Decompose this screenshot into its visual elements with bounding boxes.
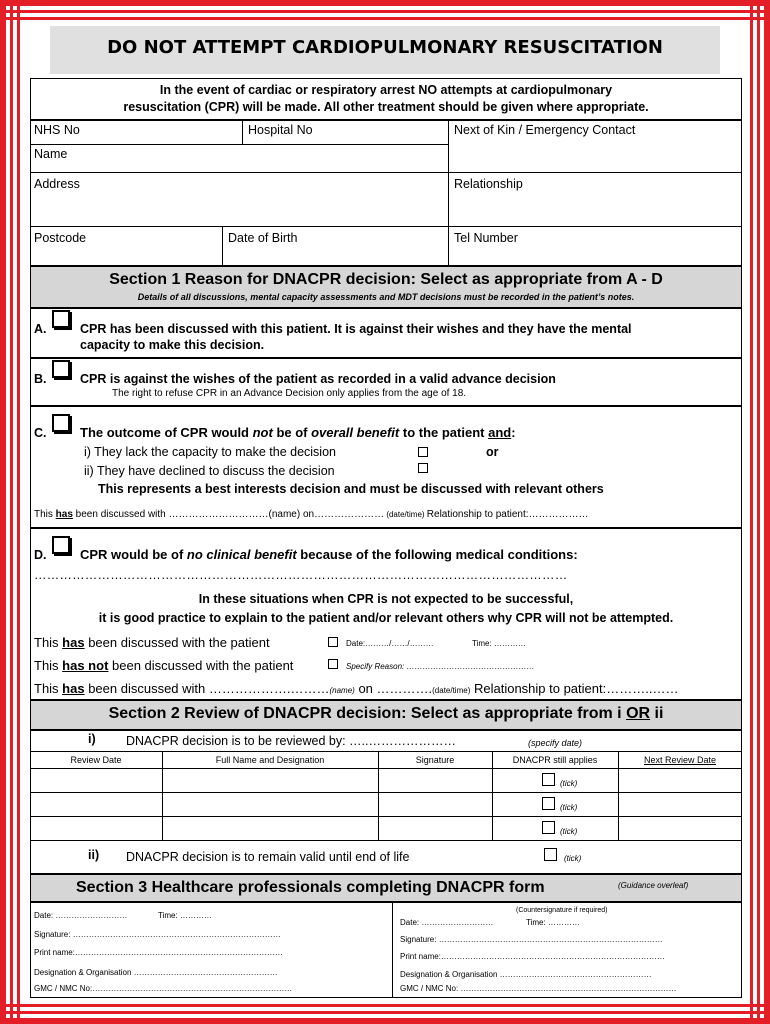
next-of-kin-field[interactable]: Next of Kin / Emergency Contact bbox=[454, 123, 636, 137]
option-c-i: i) They lack the capacity to make the decision bbox=[84, 445, 336, 459]
dnacpr-form bbox=[28, 26, 742, 998]
hp-gmc-field[interactable]: GMC / NMC No:………………………………………………………………… bbox=[34, 984, 293, 993]
not-discussed-checkbox[interactable] bbox=[328, 659, 338, 669]
countersignature-note: (Countersignature if required) bbox=[516, 907, 608, 914]
option-c-i-checkbox[interactable] bbox=[418, 447, 428, 457]
option-c-or: or bbox=[486, 445, 499, 459]
discussed-time-field[interactable]: Time: ………… bbox=[472, 639, 526, 648]
cs-gmc-field[interactable]: GMC / NMC No: ……………………………………………………………………… bbox=[400, 984, 677, 993]
patient-details-grid bbox=[30, 120, 742, 266]
still-applies-checkbox[interactable] bbox=[542, 773, 555, 786]
hp-time-field[interactable]: Time: ………… bbox=[158, 911, 212, 920]
section1-subheading: Details of all discussions, mental capacity assessments and MDT decisions must be recorded in the patient’s notes. bbox=[137, 292, 635, 302]
col-signature: Signature bbox=[415, 755, 455, 765]
discussed-date-field[interactable]: Date:………/……/……… bbox=[346, 639, 434, 648]
nhs-no-field[interactable]: NHS No bbox=[34, 123, 80, 137]
cs-designation-field[interactable]: Designation & Organisation ………………………………………………… bbox=[400, 970, 652, 979]
review-option-ii-label: ii) bbox=[88, 848, 100, 862]
tel-number-field[interactable]: Tel Number bbox=[454, 231, 518, 245]
option-d-situation-2: it is good practice to explain to the patient and/or relevant others why CPR will not be attempted. bbox=[98, 611, 674, 625]
col-next-review: Next Review Date bbox=[643, 755, 717, 765]
discussed-with-patient-checkbox[interactable] bbox=[328, 637, 338, 647]
option-d-situation-1: In these situations when CPR is not expected to be successful, bbox=[198, 592, 574, 606]
tick-hint: (tick) bbox=[560, 779, 578, 788]
hp-date-field[interactable]: Date: ……………………… bbox=[34, 911, 128, 920]
option-c-best-interests: This represents a best interests decision and must be discussed with relevant others bbox=[98, 482, 604, 496]
not-discussed-with-patient: This has not been discussed with the patient bbox=[34, 658, 294, 673]
postcode-field[interactable]: Postcode bbox=[34, 231, 87, 245]
review-option-i-label: i) bbox=[88, 732, 96, 746]
address-field[interactable]: Address bbox=[34, 177, 80, 191]
option-c-ii-checkbox[interactable] bbox=[418, 463, 428, 473]
option-b-line2: The right to refuse CPR in an Advance Decision only applies from the age of 18. bbox=[112, 388, 467, 399]
cs-print-name-field[interactable]: Print name:………………………………………………………………………… bbox=[400, 952, 665, 961]
hp-signature-field[interactable]: Signature: …………………………………………………………………… bbox=[34, 930, 281, 939]
option-c-statement: The outcome of CPR would not be of overall benefit to the patient and: bbox=[80, 425, 516, 440]
option-d-letter: D. bbox=[34, 548, 47, 562]
intro-line-2: resuscitation (CPR) will be made. All other treatment should be given where appropriate. bbox=[123, 100, 649, 114]
specify-date-hint: (specify date) bbox=[528, 738, 583, 748]
intro-line-1: In the event of cardiac or respiratory arrest NO attempts at cardiopulmonary bbox=[159, 83, 613, 97]
tick-hint: (tick) bbox=[564, 854, 582, 863]
option-c-checkbox[interactable] bbox=[52, 414, 70, 432]
medical-conditions-field[interactable]: ……………………………………………………………………………………………………………… bbox=[34, 568, 568, 582]
still-applies-checkbox[interactable] bbox=[542, 821, 555, 834]
guidance-overleaf: (Guidance overleaf) bbox=[618, 881, 689, 890]
col-full-name: Full Name and Designation bbox=[215, 755, 325, 765]
discussed-with-others-line[interactable]: This has been discussed with ……………….………(name) on ………….(date/time) Relationship to patient:………..…… bbox=[34, 681, 679, 696]
tick-hint: (tick) bbox=[560, 827, 578, 836]
option-b-checkbox[interactable] bbox=[52, 360, 70, 378]
option-c-letter: C. bbox=[34, 426, 47, 440]
cs-date-field[interactable]: Date: ……………………… bbox=[400, 918, 494, 927]
review-by-date-field[interactable]: DNACPR decision is to be reviewed by: …..………………… bbox=[126, 734, 456, 748]
dob-field[interactable]: Date of Birth bbox=[228, 231, 298, 245]
col-still-applies: DNACPR still applies bbox=[512, 755, 598, 765]
option-a-checkbox[interactable] bbox=[52, 310, 70, 328]
option-c-ii: ii) They have declined to discuss the decision bbox=[84, 464, 335, 478]
option-a-line1: CPR has been discussed with this patient. It is against their wishes and they have the mental bbox=[80, 322, 632, 336]
option-d-statement: CPR would be of no clinical benefit because of the following medical conditions: bbox=[80, 547, 578, 562]
option-b-line1: CPR is against the wishes of the patient as recorded in a valid advance decision bbox=[80, 372, 556, 386]
cs-signature-field[interactable]: Signature: ………………………………………………………………………… bbox=[400, 935, 663, 944]
section2-heading: Section 2 Review of DNACPR decision: Select as appropriate from i OR ii bbox=[108, 705, 664, 722]
hp-designation-field[interactable]: Designation & Organisation ……………………………………………… bbox=[34, 968, 278, 977]
relationship-field[interactable]: Relationship bbox=[454, 177, 523, 191]
form-title: DO NOT ATTEMPT CARDIOPULMONARY RESUSCITATION bbox=[50, 26, 720, 74]
specify-reason-field[interactable]: Specify Reason: ………………………………………… bbox=[346, 662, 535, 671]
discussed-with-patient: This has been discussed with the patient bbox=[34, 635, 270, 650]
option-a-line2: capacity to make this decision. bbox=[80, 338, 265, 352]
end-of-life-checkbox[interactable] bbox=[544, 848, 557, 861]
option-d-checkbox[interactable] bbox=[52, 536, 70, 554]
option-a-letter: A. bbox=[34, 322, 47, 336]
col-review-date: Review Date bbox=[70, 755, 122, 765]
section1-heading: Section 1 Reason for DNACPR decision: Select as appropriate from A - D bbox=[109, 271, 663, 288]
still-applies-checkbox[interactable] bbox=[542, 797, 555, 810]
option-c-discussed-line[interactable]: This has been discussed with …………………………(name) on………………… (date/time) Relationship to patient:……………… bbox=[34, 509, 589, 520]
hospital-no-field[interactable]: Hospital No bbox=[248, 123, 313, 137]
valid-until-end-of-life: DNACPR decision is to remain valid until end of life bbox=[126, 850, 410, 864]
option-b-letter: B. bbox=[34, 372, 47, 386]
name-field[interactable]: Name bbox=[34, 147, 68, 161]
section3-heading: Section 3 Healthcare professionals completing DNACPR form bbox=[76, 879, 545, 896]
cs-time-field[interactable]: Time: ………… bbox=[526, 918, 580, 927]
tick-hint: (tick) bbox=[560, 803, 578, 812]
hp-print-name-field[interactable]: Print name:…………………………………………………………………… bbox=[34, 948, 283, 957]
